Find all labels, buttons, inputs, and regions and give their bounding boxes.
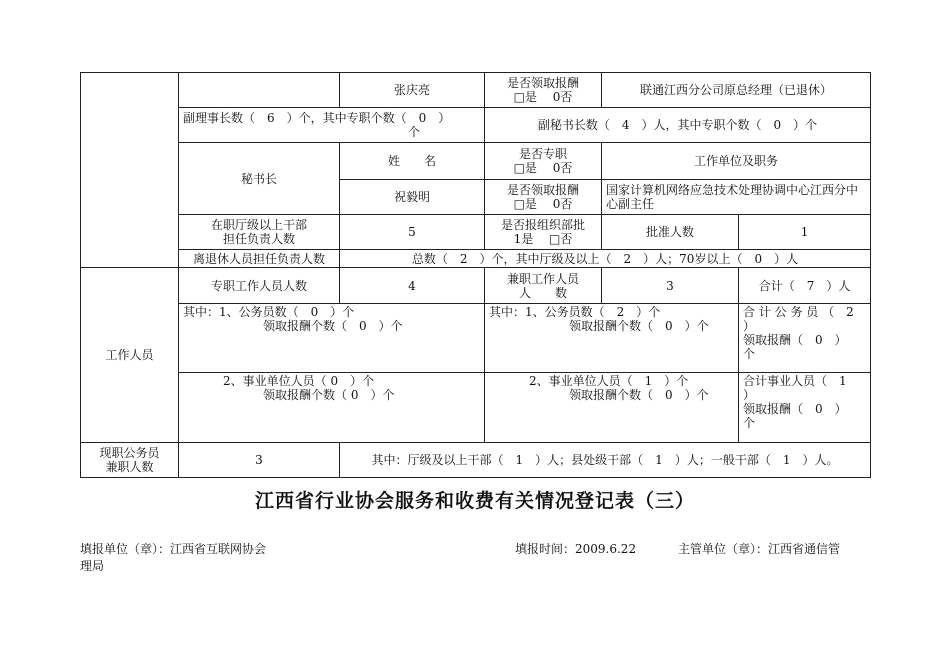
civil-fulltime-paid: 领取报酬个数（ 0 ）个 [263,319,403,333]
civil-total-paid: 领取报酬（ 0 ） [743,333,847,347]
fill-date: 填报时间：2009.6.22 [515,542,637,556]
civil-servant-row [81,304,871,373]
secretary-label: 秘书长 [179,143,340,215]
civil-total-cell [739,304,871,373]
concurrent-value: 3 [179,443,340,478]
authority-unit-cont: 理局 [80,559,105,573]
cadre-label-cell [179,215,340,250]
approved-label: 批准人数 [602,215,739,250]
staff-count-row [81,268,871,304]
retired-value: 总数（ 2 ）个，其中厅级及以上（ 2 ）人；70岁以上（ 0 ）人 [340,250,871,268]
parttime-staff-value: 3 [602,268,739,304]
civil-fulltime-cell [179,304,485,373]
concurrent-detail: 其中：厅级及以上干部（ 1 ）人；县处级干部（ 1 ）人；一般干部（ 1 ）人。 [340,443,871,478]
inst-fulltime-paid: 领取报酬个数（ 0 ）个 [263,388,395,402]
chair-org: 联通江西分公司原总经理（已退休） [602,73,871,108]
vice-chair-count-cont: 个 [407,125,420,139]
concurrent-label: 现职公务员 [99,446,160,460]
parttime-staff-label-cont: 人 数 [518,285,567,300]
registration-table [80,72,871,478]
secretary-org: 国家计算机网络应急技术处理协调中心江西分中心副主任 [602,180,871,215]
chair-paid-question: 是否领取报酬 [506,76,579,90]
leadership-label-cell [81,73,179,268]
inst-total-cell [739,373,871,443]
report-cell [485,215,602,250]
secretary-paid-question: 是否领取报酬 [506,183,579,197]
chair-paid-options: □是 0否 [513,90,573,104]
inst-total-paid-cont: 个 [743,416,756,430]
civil-fulltime-count: 其中：1、公务员数（ 0 ）个 [183,305,355,319]
parttime-staff-label: 兼职工作人员 [506,271,579,286]
civil-total-count-cont: ） [743,319,756,333]
staff-label: 工作人员 [81,268,179,443]
retired-row [81,250,871,268]
cadre-label: 在职厅级以上干部 [210,218,307,232]
org-header: 工作单位及职务 [602,143,871,180]
inst-fulltime-cell [179,373,485,443]
cadre-label-cont: 担任负责人数 [222,232,295,246]
cadre-row [81,215,871,250]
inst-parttime-cell [485,373,739,443]
report-question: 是否报组织部批 [500,218,585,232]
inst-total-paid: 领取报酬（ 0 ） [743,402,847,416]
civil-parttime-count: 其中：1、公务员数（ 2 ）个 [489,305,661,319]
empty-cell [179,73,340,108]
secretary-name: 祝毅明 [340,180,485,215]
concurrent-row [81,443,871,478]
vice-secretary-count: 副秘书长数（ 4 ）人，其中专职个数（ 0 ）个 [485,108,871,143]
vice-row [81,108,871,143]
fulltime-question: 是否专职 [518,147,567,161]
inst-fulltime-count: 2、事业单位人员（ 0 ）个 [223,374,375,388]
inst-total-count-cont: ） [743,388,756,402]
civil-parttime-cell [485,304,739,373]
vice-chair-count: 副理事长数（ 6 ）个，其中专职个数（ 0 ） [183,111,451,125]
fulltime-staff-value: 4 [340,268,485,304]
staff-total: 合计（ 7 ）人 [739,268,871,304]
inst-total-count: 合计事业人员（ 1 [743,374,847,388]
chair-paid-cell [485,73,602,108]
civil-total-count: 合 计 公 务 员 （ 2 [743,305,854,319]
filler-unit: 填报单位（章）：江西省互联网协会 [80,542,267,556]
fulltime-staff-label: 专职工作人员人数 [179,268,340,304]
fulltime-options: □是 0否 [513,161,573,175]
secretary-header-row [81,143,871,180]
vice-chair-cell [179,108,485,143]
chair-row [81,73,871,108]
chair-name: 张庆亮 [340,73,485,108]
inst-parttime-paid: 领取报酬个数（ 0 ）个 [569,388,709,402]
fulltime-cell [485,143,602,180]
form-title: 江西省行业协会服务和收费有关情况登记表（三） [254,490,695,512]
secretary-paid-options: □是 0否 [513,197,573,211]
secretary-paid-cell [485,180,602,215]
report-options: 1是 □否 [513,232,573,246]
civil-total-paid-cont: 个 [743,347,756,361]
parttime-staff-label-cell [485,268,602,304]
name-header: 姓 名 [340,143,485,180]
concurrent-label-cell [81,443,179,478]
civil-parttime-paid: 领取报酬个数（ 0 ）个 [569,319,709,333]
inst-parttime-count: 2、事业单位人员（ 1 ）个 [529,374,689,388]
retired-label: 离退休人员担任负责人数 [179,250,340,268]
institution-row [81,373,871,443]
approved-value: 1 [739,215,871,250]
cadre-value: 5 [340,215,485,250]
concurrent-label-cont: 兼职人数 [105,460,154,474]
authority-unit: 主管单位（章）：江西省通信管 [678,542,841,556]
